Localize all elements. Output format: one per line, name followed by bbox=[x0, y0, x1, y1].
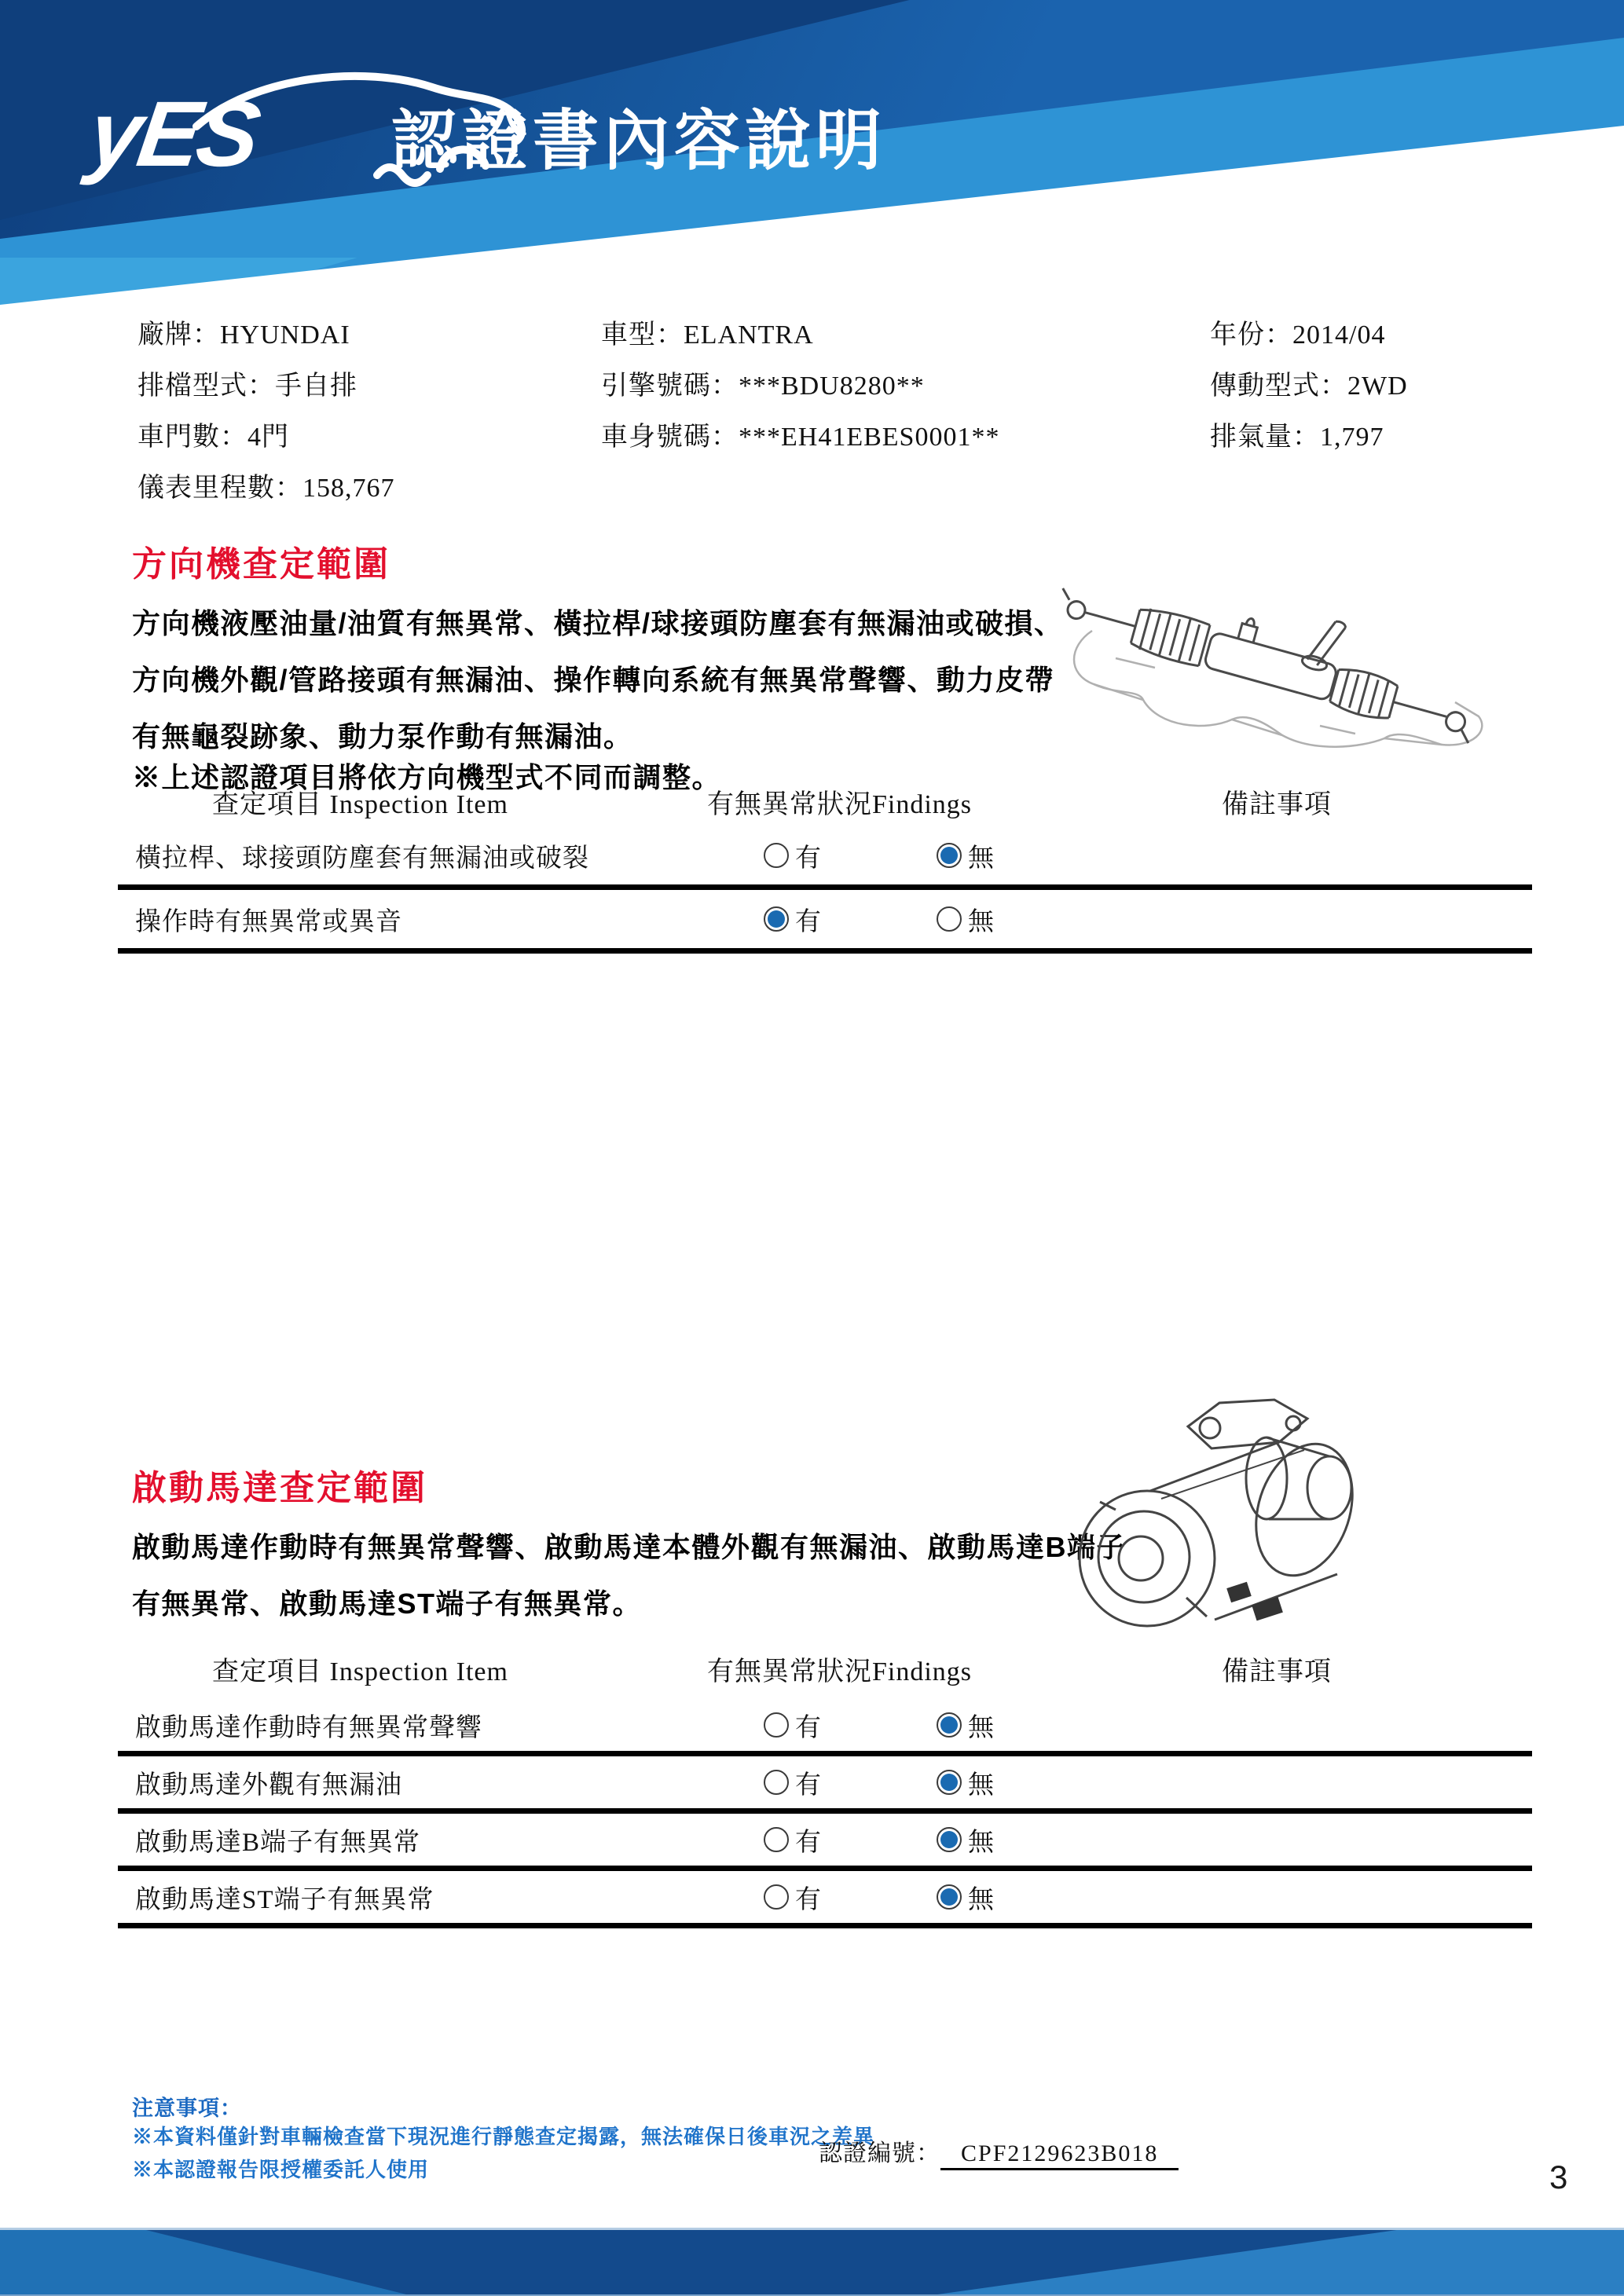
info-engine-no: 引擎號碼：***BDU8280** bbox=[601, 372, 925, 401]
info-displacement: 排氣量：1,797 bbox=[1210, 423, 1384, 452]
section-starter-desc-line: 啟動馬達作動時有無異常聲響、啟動馬達本體外觀有無漏油、啟動馬達B端子 bbox=[132, 1531, 1126, 1563]
radio-you[interactable] bbox=[764, 906, 789, 932]
table1-header-item: 查定項目 Inspection Item bbox=[212, 790, 508, 819]
radio-wu[interactable] bbox=[937, 1712, 962, 1738]
steering-rack-illustration bbox=[1045, 540, 1516, 760]
radio-you[interactable] bbox=[764, 1827, 789, 1852]
steering-findings-table bbox=[118, 826, 1532, 954]
radio-you[interactable] bbox=[764, 843, 789, 868]
inspection-item-label: 橫拉桿、球接頭防塵套有無漏油或破裂 bbox=[135, 844, 589, 873]
radio-you-label: 有 bbox=[795, 1885, 821, 1914]
inspection-item-label: 啟動馬達作動時有無異常聲響 bbox=[135, 1713, 482, 1742]
starter-findings-table bbox=[118, 1699, 1532, 1928]
table-row bbox=[118, 1756, 1532, 1814]
table2-header-findings: 有無異常狀況Findings bbox=[707, 1657, 973, 1686]
info-odometer: 儀表里程數：158,767 bbox=[137, 474, 395, 503]
section-starter-heading: 啟動馬達查定範圍 bbox=[132, 1469, 427, 1507]
inspection-item-label: 啟動馬達ST端子有無異常 bbox=[135, 1885, 434, 1914]
radio-wu-label: 無 bbox=[968, 844, 994, 873]
section-steering-desc-line: 有無龜裂跡象、動力泵作動有無漏油。 bbox=[132, 720, 633, 753]
table1-header-findings: 有無異常狀況Findings bbox=[707, 790, 973, 819]
radio-you[interactable] bbox=[764, 1770, 789, 1795]
radio-you-label: 有 bbox=[795, 844, 821, 873]
notice-line: ※本認證報告限授權委託人使用 bbox=[132, 2158, 430, 2181]
inspection-item-label: 操作時有無異常或異音 bbox=[135, 907, 402, 936]
table-row bbox=[118, 1814, 1532, 1871]
footer-bar bbox=[0, 2228, 1624, 2296]
radio-wu-label: 無 bbox=[968, 907, 994, 936]
radio-you-label: 有 bbox=[795, 1771, 821, 1800]
table1-header-remarks: 備註事項 bbox=[1222, 790, 1332, 819]
table-row bbox=[118, 1699, 1532, 1756]
radio-wu-label: 無 bbox=[968, 1771, 994, 1800]
certificate-number bbox=[819, 2133, 1179, 2168]
radio-you[interactable] bbox=[764, 1884, 789, 1910]
radio-you-label: 有 bbox=[795, 1828, 821, 1857]
radio-you-label: 有 bbox=[795, 907, 821, 936]
yes-logo-text: yES bbox=[82, 82, 264, 186]
certificate-number-value: CPF2129623B018 bbox=[940, 2140, 1179, 2170]
page-title: 認證書內容說明 bbox=[391, 104, 887, 178]
section-steering-heading: 方向機查定範圍 bbox=[132, 545, 390, 584]
radio-wu[interactable] bbox=[937, 1770, 962, 1795]
notice-title: 注意事項： bbox=[132, 2096, 242, 2120]
info-drivetrain: 傳動型式：2WD bbox=[1210, 372, 1408, 401]
table-row bbox=[118, 890, 1532, 954]
section-steering-desc-line: 方向機液壓油量/油質有無異常、橫拉桿/球接頭防塵套有無漏油或破損、 bbox=[132, 607, 1064, 639]
radio-wu-label: 無 bbox=[968, 1828, 994, 1857]
radio-you[interactable] bbox=[764, 1712, 789, 1738]
section-steering-desc-line: 方向機外觀/管路接頭有無漏油、操作轉向系統有無異常聲響、動力皮帶 bbox=[132, 664, 1055, 696]
radio-wu-label: 無 bbox=[968, 1713, 994, 1742]
radio-wu[interactable] bbox=[937, 1884, 962, 1910]
page-number: 3 bbox=[1549, 2159, 1568, 2195]
inspection-item-label: 啟動馬達外觀有無漏油 bbox=[135, 1771, 402, 1800]
certificate-number-label: 認證編號： bbox=[819, 2140, 940, 2166]
info-model: 車型：ELANTRA bbox=[601, 320, 814, 350]
inspection-item-label: 啟動馬達B端子有無異常 bbox=[135, 1828, 421, 1857]
table-row bbox=[118, 1871, 1532, 1928]
radio-wu[interactable] bbox=[937, 906, 962, 932]
info-transmission-type: 排檔型式：手自排 bbox=[137, 372, 357, 401]
radio-you-label: 有 bbox=[795, 1713, 821, 1742]
starter-motor-illustration bbox=[1069, 1392, 1391, 1639]
info-year: 年份：2014/04 bbox=[1210, 320, 1386, 350]
section-starter-desc-line: 有無異常、啟動馬達ST端子有無異常。 bbox=[132, 1587, 643, 1620]
info-vin: 車身號碼：***EH41EBES0001** bbox=[601, 423, 1000, 452]
section-steering-note: ※上述認證項目將依方向機型式不同而調整。 bbox=[132, 761, 722, 793]
radio-wu[interactable] bbox=[937, 1827, 962, 1852]
radio-wu-label: 無 bbox=[968, 1885, 994, 1914]
page-header bbox=[0, 0, 1624, 314]
info-brand: 廠牌：HYUNDAI bbox=[137, 320, 350, 350]
info-doors: 車門數：4門 bbox=[137, 423, 289, 452]
table2-header-item: 查定項目 Inspection Item bbox=[212, 1657, 508, 1686]
table2-header-remarks: 備註事項 bbox=[1222, 1657, 1332, 1686]
notice-line: ※本資料僅針對車輛檢查當下現況進行靜態查定揭露，無法確保日後車況之差異 bbox=[132, 2125, 875, 2148]
radio-wu[interactable] bbox=[937, 843, 962, 868]
table-row bbox=[118, 826, 1532, 890]
